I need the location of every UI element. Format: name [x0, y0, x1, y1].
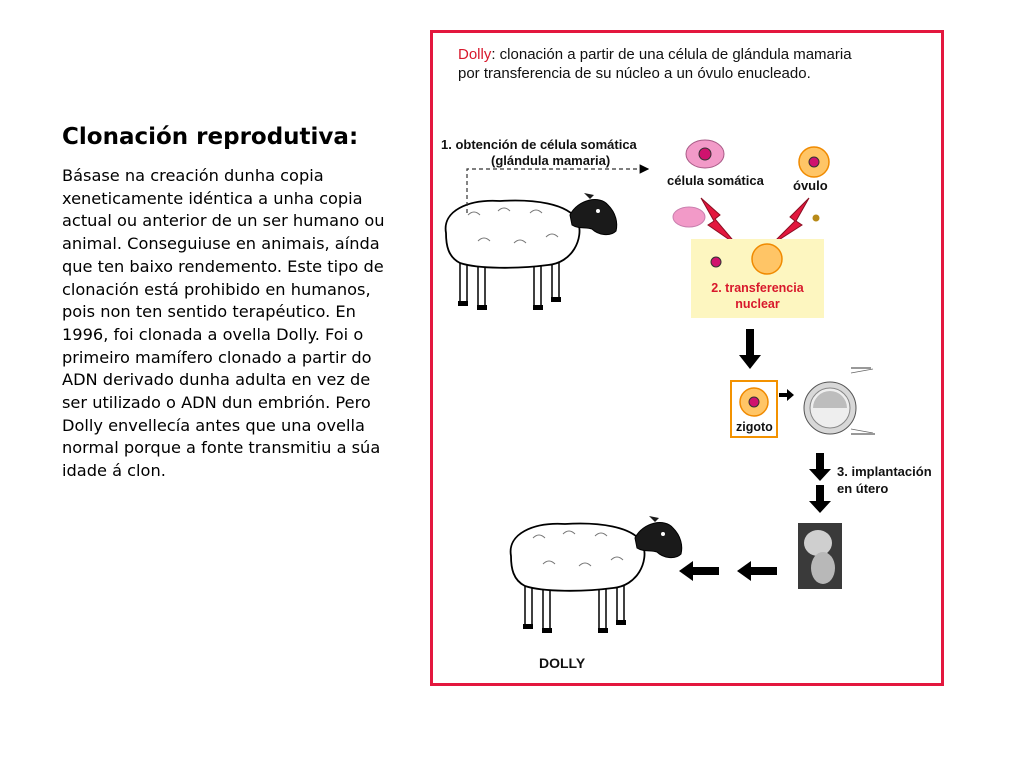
ovum-label: óvulo: [793, 178, 828, 193]
slide-title: Clonación reprodutiva:: [62, 124, 359, 150]
step3-line2: en útero: [837, 481, 889, 496]
ovum-nucleus-icon: [809, 157, 819, 167]
step2-label: [691, 280, 824, 312]
header-line1: : clonación a partir de una célula de glándula mamaria: [491, 46, 852, 63]
step3-line1: 3. implantación: [837, 464, 932, 479]
dolly-sheep-image: [511, 516, 682, 633]
step3-label: [837, 463, 932, 497]
step2-line2: nuclear: [735, 297, 780, 311]
diagram-graphics: [433, 33, 941, 683]
red-arrow-right-icon: [771, 198, 809, 245]
enucleated-ovum-icon: [752, 244, 782, 274]
removed-nucleus-icon: [813, 215, 820, 222]
zygote-label: zigoto: [736, 420, 773, 434]
header-dolly-name: Dolly: [458, 46, 492, 63]
dolly-cloning-diagram: [430, 30, 944, 686]
step1-line1: 1. obtención de célula somática: [441, 137, 637, 152]
slide-body-text: Básase na creación dunha copia xeneticamente idéntica a unha copia actual ou anterior de un ser humano ou animal. Conseguiuse en animais, aínda que ten baixo rendemento. Este tipo de clonación está prohibido en humanos, pois non ten sentido terapéutico. En 1996, foi clonada a ovella Dolly. Foi o primeiro mamífero clonado a partir do ADN derivado dunha adulta en vez de ser utilizado o ADN dun embrión. Pero Dolly envellecía antes que una ovella normal porque a fonte transmitiu a súa idade á clon.: [62, 166, 385, 481]
down-arrow-3-icon: [809, 485, 831, 513]
somatic-cell-label: célula somática: [667, 173, 764, 188]
donor-sheep-image: [446, 193, 617, 310]
nuclear-transfer-box: [691, 239, 824, 318]
zygote-box: [730, 380, 778, 438]
zygote-graphic: [732, 384, 776, 420]
nucleus-icon: [699, 148, 711, 160]
down-arrow-1-icon: [739, 329, 761, 369]
step1-line2: (glándula mamaria): [491, 153, 611, 168]
dolly-label: DOLLY: [539, 655, 586, 671]
zygote-nucleus-icon: [749, 397, 759, 407]
red-arrow-left-icon: [701, 198, 737, 245]
step2-line1: 2. transferencia: [711, 281, 804, 295]
diagram-header: [458, 45, 852, 83]
step1-label: [441, 137, 637, 169]
left-arrow-1-icon: [737, 561, 777, 581]
down-arrow-2-icon: [809, 453, 831, 481]
transferred-nucleus-icon: [711, 257, 721, 267]
enucleated-somatic-cell-icon: [673, 207, 705, 227]
small-right-arrow-icon: [779, 389, 794, 401]
transfer-cells: [691, 239, 824, 279]
left-arrow-2-icon: [679, 561, 719, 581]
header-line2: por transferencia de su núcleo a un óvulo enucleado.: [458, 65, 811, 82]
